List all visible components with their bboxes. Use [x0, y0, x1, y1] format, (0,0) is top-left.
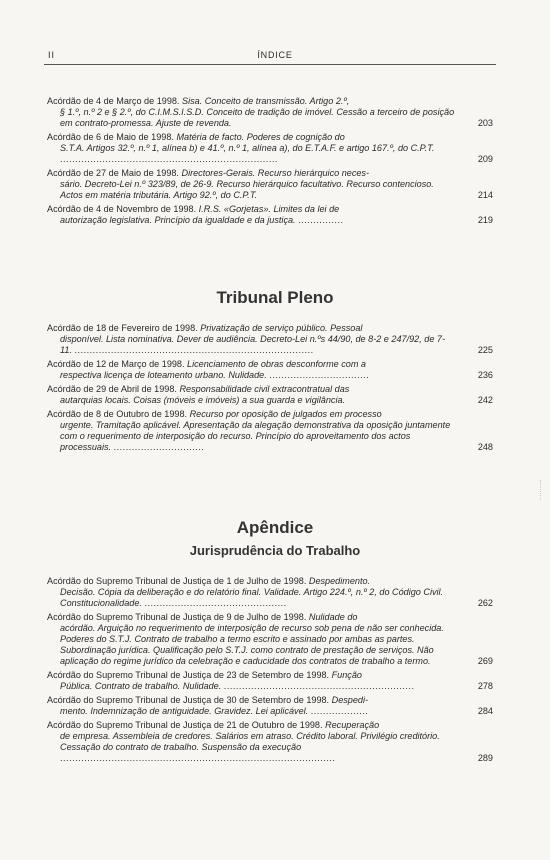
entry-subject — [47, 587, 496, 609]
entry-subject — [47, 215, 496, 226]
entry-subject-lead: Matéria de facto. Poderes de cognição do — [176, 132, 345, 142]
entry-subject — [47, 395, 496, 406]
entry-subject-lead: I.R.S. «Gorjetas». Limites da lei de — [198, 204, 340, 214]
leader-dots: ............................................... — [144, 598, 287, 608]
entry-decision: Acórdão do Supremo Tribunal de Justiça de 23 de Setembro de 1998. — [47, 670, 330, 680]
entry-subject — [47, 179, 496, 201]
entry-subject-lead: Sisa. Conceito de transmissão. Artigo 2.º, — [182, 96, 350, 106]
entry-decision: Acórdão do Supremo Tribunal de Justiça de 9 de Julho de 1998. — [47, 612, 307, 622]
entry-page-number: 248 — [477, 442, 493, 452]
entry-subject — [47, 370, 496, 381]
entry-page-number: 242 — [477, 395, 493, 405]
entry-decision: Acórdão de 8 de Outubro de 1998. — [47, 409, 188, 419]
entry-subject-text: mento. Indemnização de antiguidade. Gravidez. Lei aplicável. — [60, 706, 309, 716]
entry-subject — [47, 731, 496, 764]
entry-page-number: 289 — [477, 753, 493, 763]
running-head: ÍNDICE — [257, 50, 293, 60]
index-entry — [47, 670, 496, 692]
index-entry — [47, 323, 496, 356]
entry-decision: Acórdão de 4 de Março de 1998. — [47, 96, 180, 106]
index-entry — [47, 96, 496, 129]
entry-subject — [47, 706, 496, 717]
entry-subject-text: § 1.º, n.º 2 e § 2.º, do C.I.M.S.I.S.D. Conceito de tradição de imóvel. Cessão a terceiro de posição em contrato-promessa. Ajuste de revenda. — [60, 107, 455, 128]
index-entry — [47, 576, 496, 609]
entry-page-number: 269 — [477, 656, 493, 666]
leader-dots: ........................................................................ — [60, 154, 278, 164]
entry-subject-text: urgente. Tramitação aplicável. Apresentação da alegação demonstrativa da oposição juntamente com o requerimento de interposição do recurso. Princípio do aproveitamento dos actos processuais. — [60, 420, 451, 452]
leader-dots: ............... — [298, 215, 344, 225]
index-block-contencioso-tributario — [47, 96, 496, 229]
index-entry — [47, 359, 496, 381]
index-entry — [47, 168, 496, 201]
entry-subject-lead: Responsabilidade civil extracontratual das — [179, 384, 350, 394]
entry-subject-text: autarquias locais. Coisas (móveis e imóveis) a sua guarda e vigilância. — [60, 395, 346, 405]
entry-subject-lead: Nulidade do — [308, 612, 358, 622]
entry-subject-text: S.T.A. Artigos 32.º, n.º 1, alínea b) e 41.º, n.º 1, alínea a), do E.T.A.F. e artigo 167.º, do C.P.T. — [60, 143, 435, 153]
entry-subject-lead: Licenciamento de obras desconforme com a — [187, 359, 366, 369]
entry-heading-line — [47, 576, 496, 587]
entry-subject-text: disponível. Lista nominativa. Dever de audiência. Decreto-Lei n.ºs 44/90, de 8-2 e 247/92, de 7-11. — [60, 334, 445, 355]
entry-decision: Acórdão de 18 de Fevereiro de 1998. — [47, 323, 198, 333]
entry-subject — [47, 143, 496, 165]
entry-subject-lead: Recurso por oposição de julgados em processo — [189, 409, 382, 419]
section-title-tribunal-pleno: Tribunal Pleno — [216, 288, 334, 307]
entry-decision: Acórdão do Supremo Tribunal de Justiça de 21 de Outubro de 1998. — [47, 720, 323, 730]
page-number: II — [48, 50, 56, 60]
leader-dots: .............................. — [113, 442, 205, 452]
entry-subject — [47, 623, 496, 667]
entry-subject-lead: Função — [331, 670, 362, 680]
entry-subject-lead: Privatização de serviço público. Pessoal — [200, 323, 363, 333]
index-entry — [47, 384, 496, 406]
entry-subject — [47, 334, 496, 356]
index-entry — [47, 612, 496, 667]
entry-page-number: 262 — [477, 598, 493, 608]
entry-subject-text: Decisão. Cópia da deliberação e do relatório final. Validade. Artigo 224.º, n.º 2, do Código Civil. Constitucionalidade. — [60, 587, 444, 608]
section-subtitle-jurisprudencia: Jurisprudência do Trabalho — [189, 543, 361, 558]
entry-subject-lead: Recuperação — [325, 720, 380, 730]
entry-decision: Acórdão de 27 de Maio de 1998. — [47, 168, 179, 178]
entry-subject-lead: Despedi- — [331, 695, 369, 705]
leader-dots: ................... — [310, 706, 369, 716]
leader-dots: ............................................................................... — [74, 345, 314, 355]
entry-decision: Acórdão de 6 de Maio de 1998. — [47, 132, 174, 142]
entry-subject — [47, 420, 496, 453]
entry-subject-text: sário. Decreto-Lei n.º 323/89, de 26-9. Recurso hierárquico facultativo. Recurso contencioso. Actos em matéria tributária. Artigo 92.º, do C.P.T. — [60, 179, 434, 200]
leader-dots: ........................................................................................... — [60, 753, 336, 763]
entry-subject-lead: Despedimento. — [308, 576, 371, 586]
entry-heading-line — [47, 323, 496, 334]
entry-heading-line — [47, 409, 496, 420]
entry-subject-text: autorização legislativa. Princípio da igualdade e da justiça. — [60, 215, 296, 225]
entry-heading-line — [47, 359, 496, 370]
entry-page-number: 225 — [477, 345, 493, 355]
entry-heading-line — [47, 96, 496, 107]
index-entry — [47, 204, 496, 226]
entry-decision: Acórdão de 29 de Abril de 1998. — [47, 384, 177, 394]
index-block-apendice — [47, 576, 496, 767]
index-entry — [47, 409, 496, 453]
entry-subject — [47, 107, 496, 129]
entry-page-number: 278 — [477, 681, 493, 691]
entry-heading-line — [47, 720, 496, 731]
entry-heading-line — [47, 132, 496, 143]
entry-page-number: 236 — [477, 370, 493, 380]
entry-subject — [47, 681, 496, 692]
entry-heading-line — [47, 204, 496, 215]
section-title-apendice: Apêndice — [236, 518, 314, 537]
entry-decision: Acórdão do Supremo Tribunal de Justiça de 30 de Setembro de 1998. — [47, 695, 330, 705]
entry-heading-line — [47, 168, 496, 179]
entry-page-number: 209 — [477, 154, 493, 164]
entry-heading-line — [47, 384, 496, 395]
entry-heading-line — [47, 695, 496, 706]
index-block-tribunal-pleno — [47, 323, 496, 456]
entry-subject-text: respectiva licença de loteamento urbano. Nulidade. — [60, 370, 267, 380]
entry-page-number: 214 — [477, 190, 493, 200]
entry-subject-text: acórdão. Arguição no requerimento de interposição de recurso sob pena de não ser conhecida. Poderes do S.T.J. Contrato de trabalho a termo escrito e assinado por ambas as partes. Subordinação jurídica. Qualificação pelo S.T.J. como contrato de prestação de serviços. Não aplicação do regime jurídico da celebração e caducidade dos contratos de trabalho a termo. — [60, 623, 444, 666]
entry-heading-line — [47, 612, 496, 623]
entry-page-number: 219 — [477, 215, 493, 225]
index-entry — [47, 132, 496, 165]
header-rule — [44, 64, 496, 65]
leader-dots: ................................. — [269, 370, 370, 380]
leader-dots: ............................................................... — [223, 681, 415, 691]
index-entry — [47, 720, 496, 764]
index-entry — [47, 695, 496, 717]
entry-subject-lead: Directores-Gerais. Recurso hierárquico neces- — [181, 168, 370, 178]
entry-subject-text: de empresa. Assembleia de credores. Salários em atraso. Crédito laboral. Privilégio creditório. Cessação do contrato de trabalho. Suspensão da execução — [60, 731, 440, 752]
entry-decision: Acórdão de 4 de Novembro de 1998. — [47, 204, 197, 214]
entry-heading-line — [47, 670, 496, 681]
entry-page-number: 284 — [477, 706, 493, 716]
paper-speckle — [540, 480, 544, 500]
entry-subject-text: Pública. Contrato de trabalho. Nulidade. — [60, 681, 222, 691]
entry-decision: Acórdão de 12 de Março de 1998. — [47, 359, 185, 369]
entry-page-number: 203 — [477, 118, 493, 128]
entry-decision: Acórdão do Supremo Tribunal de Justiça de 1 de Julho de 1998. — [47, 576, 307, 586]
